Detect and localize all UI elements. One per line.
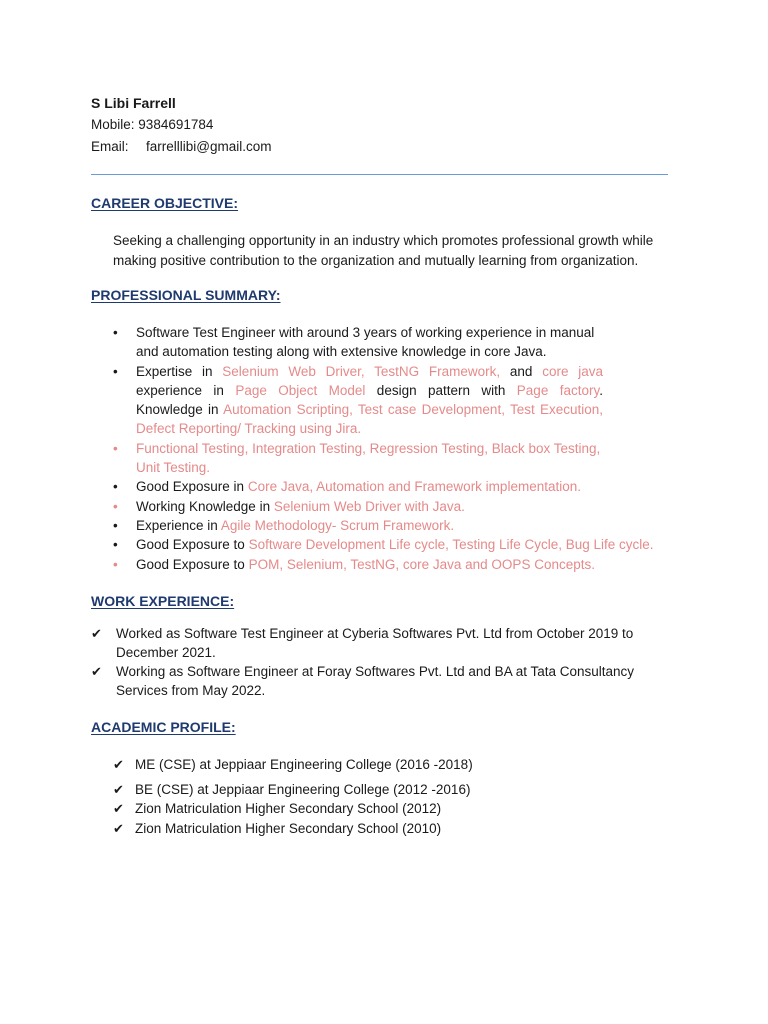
checkmark-icon: ✔: [91, 664, 102, 679]
list-item: ✔ Zion Matriculation Higher Secondary School (2010): [113, 819, 613, 839]
list-item: • Good Exposure in Core Java, Automation and Framework implementation.: [113, 477, 603, 496]
list-item: • Software Test Engineer with around 3 years of working experience in manual and automation testing along with extensive knowledge in core Java.: [113, 325, 595, 360]
bullet-icon: •: [113, 537, 118, 553]
work-experience-list: [91, 624, 661, 700]
mobile-number: 9384691784: [138, 117, 214, 132]
checkmark-icon: ✔: [113, 820, 124, 836]
candidate-name: S Libi Farrell: [91, 95, 176, 111]
email-label: Email:: [91, 139, 129, 154]
bullet-icon: •: [113, 498, 118, 514]
academic-profile-heading: ACADEMIC PROFILE:: [91, 719, 236, 735]
bullet-icon: •: [113, 325, 118, 340]
career-objective-text: Seeking a challenging opportunity in an industry which promotes professional growth while making positive contribution to the organization and mutually learning from organization.: [113, 233, 654, 268]
list-item: ✔ BE (CSE) at Jeppiaar Engineering College (2012 -2016): [113, 780, 613, 800]
email-address: farrelllibi@gmail.com: [146, 139, 272, 154]
mobile-line: [91, 117, 213, 132]
list-item: ✔ Working as Software Engineer at Foray Softwares Pvt. Ltd and BA at Tata Consultancy Services from May 2022.: [91, 664, 635, 698]
list-item: ✔ ME (CSE) at Jeppiaar Engineering College (2016 -2018): [113, 755, 613, 775]
career-objective-heading: CAREER OBJECTIVE:: [91, 195, 239, 211]
list-item: • Experience in Agile Methodology- Scrum Framework.: [113, 516, 603, 535]
list-item: • Good Exposure to Software Development Life cycle, Testing Life Cycle, Bug Life cycle.: [113, 535, 603, 554]
list-item: • Functional Testing, Integration Testing, Regression Testing, Black box Testing, Unit Testing.: [113, 440, 601, 476]
bullet-icon: •: [113, 556, 118, 572]
bullet-icon: •: [113, 363, 118, 379]
bullet-icon: •: [113, 479, 118, 495]
bullet-icon: •: [113, 440, 118, 456]
checkmark-icon: ✔: [113, 801, 124, 816]
email-line: [91, 139, 272, 154]
professional-summary-list: [113, 323, 654, 574]
checkmark-icon: ✔: [113, 781, 124, 797]
list-item: • Good Exposure to POM, Selenium, TestNG, core Java and OOPS Concepts.: [113, 555, 603, 574]
mobile-label: Mobile:: [91, 117, 135, 132]
header-divider: [91, 174, 668, 175]
checkmark-icon: ✔: [91, 626, 102, 641]
list-item: • Expertise in Selenium Web Driver, TestNG Framework, and core java experience in Page Object Model design pattern with Page factory. Knowledge in Automation Scripting, Test case Development, Test Execution, Defect Reporting/ Tracking using Jira.: [113, 363, 603, 437]
list-item: • Working Knowledge in Selenium Web Driver with Java.: [113, 497, 603, 516]
work-experience-heading: WORK EXPERIENCE:: [91, 593, 235, 609]
checkmark-icon: ✔: [113, 757, 124, 772]
list-item: ✔ Worked as Software Test Engineer at Cyberia Softwares Pvt. Ltd from October 2019 to December 2021.: [91, 626, 634, 660]
bullet-icon: •: [113, 517, 118, 533]
academic-profile-list: [113, 755, 613, 838]
professional-summary-heading: PROFESSIONAL SUMMARY:: [91, 287, 281, 303]
list-item: ✔ Zion Matriculation Higher Secondary School (2012): [113, 799, 613, 819]
